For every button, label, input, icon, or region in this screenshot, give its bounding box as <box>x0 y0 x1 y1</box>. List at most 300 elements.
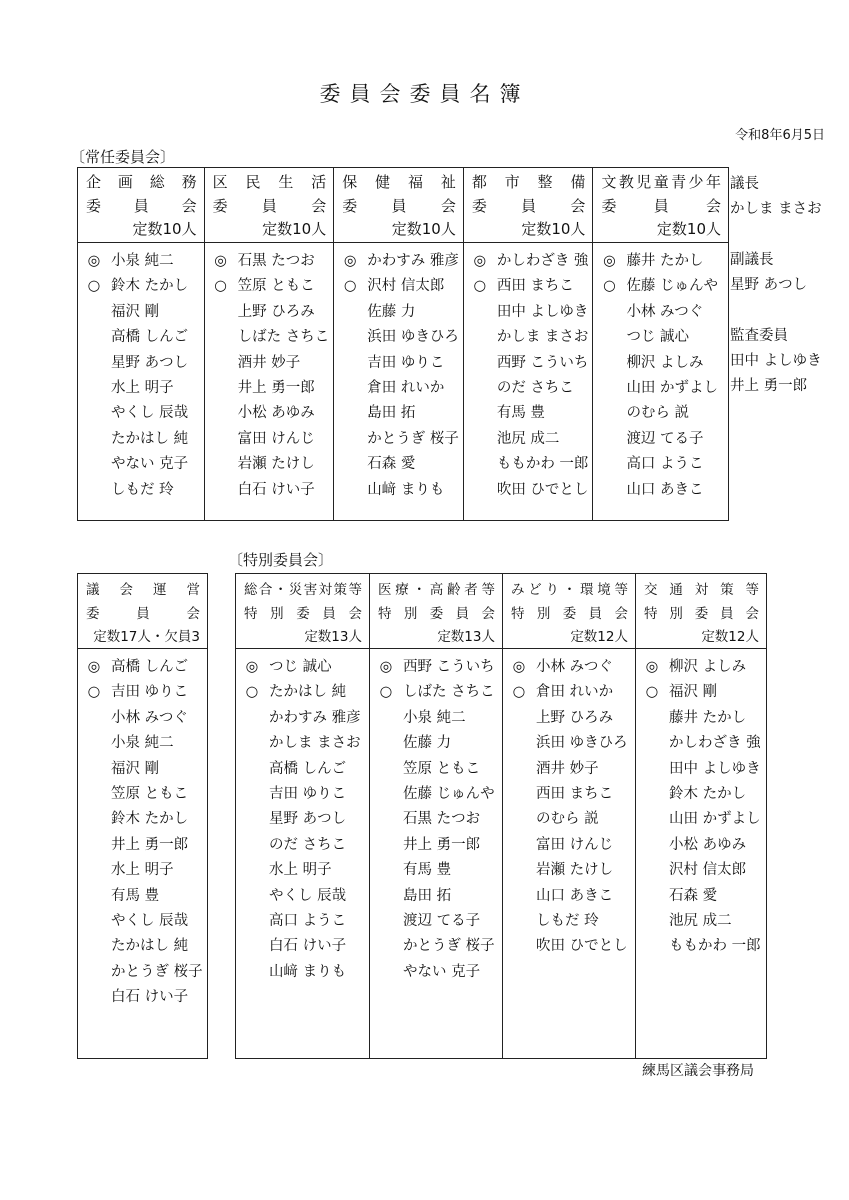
member-row <box>236 884 369 909</box>
committee-type: 委 員 会 <box>342 197 456 215</box>
steering-committee-table <box>77 573 208 1059</box>
member-name: やくし 辰哉 <box>269 887 347 904</box>
member-row <box>205 401 334 426</box>
member-name: 佐藤 力 <box>367 303 416 320</box>
committee-column <box>78 168 205 520</box>
member-name: 笠原 ともこ <box>403 760 481 777</box>
member-name: 佐藤 じゅんや <box>626 278 719 295</box>
committee-name: 企 画 総 務 <box>86 173 197 191</box>
committee-name: 都 市 整 備 <box>471 173 586 191</box>
member-row <box>370 934 502 959</box>
chair-mark: ◎ <box>512 659 526 675</box>
member-row <box>236 655 369 680</box>
member-row <box>334 478 463 503</box>
member-row <box>593 376 728 401</box>
member-row <box>370 731 502 756</box>
member-name: やない 克子 <box>403 963 481 980</box>
member-name: 福沢 剛 <box>669 684 718 701</box>
member-row <box>78 325 204 350</box>
member-row <box>78 680 207 705</box>
member-name: 吉田 ゆりこ <box>269 785 347 802</box>
committee-type: 委 員 会 <box>601 197 722 215</box>
member-name: 西田 まちこ <box>536 785 614 802</box>
member-name: 有馬 豊 <box>496 405 545 422</box>
member-name: 池尻 成二 <box>669 912 732 929</box>
member-name: 吹田 ひでとし <box>536 938 628 955</box>
committee-name: 保 健 福 祉 <box>342 173 456 191</box>
member-name: 倉田 れいか <box>536 684 614 701</box>
member-name: 小泉 純二 <box>111 735 174 752</box>
committee-header <box>236 574 369 649</box>
committee-column <box>236 574 370 1058</box>
member-row <box>464 452 593 477</box>
officer-name: かしま まさお <box>730 201 822 218</box>
page-title: 委員会委員名簿 <box>319 82 530 106</box>
member-row <box>370 782 502 807</box>
member-name: のだ さちこ <box>269 836 347 853</box>
member-name: 岩瀬 たけし <box>237 456 315 473</box>
member-name: 鈴木 たかし <box>111 278 189 295</box>
member-row <box>503 807 635 832</box>
member-name: 井上 勇一郎 <box>237 379 315 396</box>
special-committee-table <box>235 573 767 1059</box>
member-row <box>205 452 334 477</box>
member-name: かとうぎ 桜子 <box>111 963 203 980</box>
member-list <box>334 243 463 503</box>
member-name: 白石 けい子 <box>111 989 189 1006</box>
chair-mark: ◎ <box>87 659 101 675</box>
vice-chair-mark: ○ <box>87 684 101 701</box>
member-row <box>370 807 502 832</box>
member-row <box>370 706 502 731</box>
member-name: 福沢 剛 <box>111 760 160 777</box>
member-row <box>78 401 204 426</box>
member-name: 沢村 信太郎 <box>669 862 747 879</box>
member-name: のむら 説 <box>626 405 690 422</box>
committee-type: 委 員 会 <box>471 197 586 215</box>
member-name: 有馬 豊 <box>111 887 160 904</box>
member-name: たかはし 純 <box>111 430 189 447</box>
member-row <box>370 960 502 985</box>
member-row <box>593 478 728 503</box>
member-row <box>370 858 502 883</box>
chair-mark: ◎ <box>379 659 393 675</box>
member-name: しもだ 玲 <box>111 481 174 498</box>
member-row <box>78 706 207 731</box>
member-name: 笠原 ともこ <box>111 785 189 802</box>
standing-committees-label: 〔常任委員会〕 <box>70 148 176 166</box>
vice-chair-mark: ○ <box>343 278 357 295</box>
member-list <box>593 243 728 503</box>
member-row <box>205 300 334 325</box>
committee-quota: 定数13人 <box>304 629 362 645</box>
member-row <box>636 706 766 731</box>
vice-chair-mark: ○ <box>645 684 659 701</box>
member-name: 小泉 純二 <box>111 253 174 269</box>
member-row <box>370 757 502 782</box>
vice-chair-mark: ○ <box>87 278 101 295</box>
member-row <box>593 300 728 325</box>
vice-chair-mark: ○ <box>379 684 393 701</box>
member-row <box>503 858 635 883</box>
member-name: のむら 説 <box>536 811 599 828</box>
committee-quota: 定数13人 <box>437 629 495 645</box>
member-name: 藤井 たかし <box>669 709 747 726</box>
standing-committee-table <box>77 167 729 521</box>
vice-chair-mark: ○ <box>245 684 259 701</box>
member-row <box>370 655 502 680</box>
member-row <box>503 706 635 731</box>
member-name: 酒井 妙子 <box>536 760 599 777</box>
member-row <box>236 909 369 934</box>
member-row <box>334 300 463 325</box>
member-name: 山﨑 まりも <box>367 481 445 498</box>
committee-header <box>636 574 766 649</box>
member-name: 石黒 たつお <box>237 253 315 269</box>
member-row <box>636 909 766 934</box>
special-committees-label: 〔特別委員会〕 <box>228 551 334 569</box>
member-list <box>503 649 635 960</box>
member-row <box>334 452 463 477</box>
member-name: かしま まさお <box>269 735 361 752</box>
chair-mark: ◎ <box>87 253 101 269</box>
committee-header <box>593 168 728 243</box>
officer-name: 井上 勇一郎 <box>730 378 808 395</box>
member-row <box>78 274 204 299</box>
chair-mark: ◎ <box>473 253 487 269</box>
member-name: たかはし 純 <box>111 938 189 955</box>
member-row <box>78 731 207 756</box>
committee-type: 特 別 委 員 会 <box>644 606 759 622</box>
member-row <box>593 401 728 426</box>
member-list <box>78 649 207 1010</box>
member-name: 西田 まちこ <box>496 278 574 295</box>
committee-type: 委 員 会 <box>212 197 327 215</box>
member-name: 有馬 豊 <box>403 862 452 879</box>
member-name: 吹田 ひでとし <box>496 481 589 498</box>
member-name: しもだ 玲 <box>536 912 599 929</box>
committee-header <box>78 168 204 243</box>
member-name: 藤井 たかし <box>626 253 704 269</box>
member-row <box>503 833 635 858</box>
member-row <box>636 833 766 858</box>
member-name: 高橋 しんご <box>269 760 347 777</box>
member-name: 田中 よしゆき <box>496 303 589 320</box>
committee-type: 特 別 委 員 会 <box>378 606 495 622</box>
member-row <box>593 351 728 376</box>
member-name: 西野 こういち <box>496 354 589 371</box>
member-name: 富田 けんじ <box>237 430 315 447</box>
member-row <box>503 655 635 680</box>
member-row <box>334 325 463 350</box>
member-row <box>464 401 593 426</box>
member-row <box>464 427 593 452</box>
member-row <box>78 427 204 452</box>
member-name: 井上 勇一郎 <box>403 836 481 853</box>
member-row <box>205 274 334 299</box>
member-name: 高口 ようこ <box>626 456 704 473</box>
member-name: 浜田 ゆきひろ <box>367 329 459 346</box>
member-row <box>636 884 766 909</box>
member-name: 高橋 しんご <box>111 329 189 346</box>
member-name: 山﨑 まりも <box>269 963 347 980</box>
member-name: 水上 明子 <box>111 862 174 879</box>
officer-role: 副議長 <box>730 251 774 268</box>
member-name: のだ さちこ <box>496 379 574 396</box>
member-name: 上野 ひろみ <box>536 709 614 726</box>
member-row <box>593 274 728 299</box>
member-row <box>636 858 766 883</box>
member-row <box>78 757 207 782</box>
member-list <box>370 649 502 985</box>
member-row <box>464 376 593 401</box>
member-name: 田中 よしゆき <box>669 760 761 777</box>
member-name: 鈴木 たかし <box>669 785 747 802</box>
member-name: 酒井 妙子 <box>237 354 301 371</box>
chair-mark: ◎ <box>645 659 659 675</box>
member-row <box>636 782 766 807</box>
member-name: 浜田 ゆきひろ <box>536 735 628 752</box>
committee-name: 区 民 生 活 <box>212 173 327 191</box>
committee-header <box>370 574 502 649</box>
member-name: 渡辺 てる子 <box>626 430 704 447</box>
member-row <box>636 934 766 959</box>
member-row <box>236 706 369 731</box>
member-name: 島田 拓 <box>403 887 452 904</box>
member-name: 富田 けんじ <box>536 836 614 853</box>
member-row <box>78 376 204 401</box>
member-name: かしま まさお <box>496 329 589 346</box>
member-name: 白石 けい子 <box>269 938 347 955</box>
member-row <box>334 376 463 401</box>
member-name: 池尻 成二 <box>496 430 560 447</box>
member-row <box>636 731 766 756</box>
member-name: 星野 あつし <box>269 811 347 828</box>
committee-name: 総 合 ・ 災 害 対 策 等 <box>244 582 362 598</box>
member-row <box>205 478 334 503</box>
member-name: かとうぎ 桜子 <box>367 430 459 447</box>
spacer <box>730 298 845 323</box>
member-list <box>205 243 334 503</box>
committee-header <box>503 574 635 649</box>
member-name: 石黒 たつお <box>403 811 481 828</box>
member-row <box>78 985 207 1010</box>
member-row <box>503 757 635 782</box>
member-row <box>593 427 728 452</box>
committee-column <box>503 574 636 1058</box>
member-row <box>503 782 635 807</box>
committee-quota: 定数12人 <box>701 629 759 645</box>
member-row <box>205 376 334 401</box>
member-name: やくし 辰哉 <box>111 912 189 929</box>
chair-mark: ◎ <box>214 253 227 269</box>
committee-column <box>593 168 728 520</box>
member-row <box>503 909 635 934</box>
committee-name: 交 通 対 策 等 <box>644 582 759 598</box>
member-list <box>78 243 204 503</box>
member-row <box>334 401 463 426</box>
committee-quota: 定数10人 <box>132 220 197 238</box>
member-list <box>636 649 766 960</box>
member-name: 小林 みつぐ <box>536 659 613 675</box>
member-row <box>464 274 593 299</box>
committee-quota: 定数10人 <box>656 220 722 238</box>
member-name: 倉田 れいか <box>367 379 445 396</box>
member-row <box>236 680 369 705</box>
member-name: 小松 あゆみ <box>669 836 747 853</box>
member-row <box>503 934 635 959</box>
committee-type: 委 員 会 <box>86 606 200 622</box>
member-name: 西野 こういち <box>403 659 495 675</box>
officer-role: 監査委員 <box>730 327 788 344</box>
committee-type: 委 員 会 <box>86 197 197 215</box>
member-row <box>464 351 593 376</box>
member-name: 井上 勇一郎 <box>111 836 189 853</box>
member-row <box>636 757 766 782</box>
member-row <box>78 478 204 503</box>
member-row <box>236 731 369 756</box>
member-row <box>236 833 369 858</box>
member-row <box>464 249 593 274</box>
member-name: やくし 辰哉 <box>111 405 189 422</box>
office-name: 練馬区議会事務局 <box>642 1063 754 1079</box>
member-row <box>370 884 502 909</box>
member-name: かしわざき 強 <box>669 735 761 752</box>
officer-name: 星野 あつし <box>730 277 808 294</box>
member-name: つじ 誠心 <box>626 329 690 346</box>
committee-quota: 定数17人・欠員3 <box>93 629 200 645</box>
member-row <box>78 655 207 680</box>
committee-column <box>78 574 207 1058</box>
chair-mark: ◎ <box>245 659 259 675</box>
committee-column <box>334 168 464 520</box>
member-name: 上野 ひろみ <box>237 303 315 320</box>
member-name: 石森 愛 <box>669 887 718 904</box>
member-row <box>236 960 369 985</box>
member-row <box>78 782 207 807</box>
member-row <box>78 249 204 274</box>
officers-list <box>730 172 845 400</box>
committee-column <box>636 574 766 1058</box>
officer-name: 田中 よしゆき <box>730 353 822 370</box>
member-name: 星野 あつし <box>111 354 189 371</box>
member-row <box>334 427 463 452</box>
member-row <box>370 909 502 934</box>
member-row <box>78 858 207 883</box>
member-name: やない 克子 <box>111 456 189 473</box>
member-name: たかはし 純 <box>269 684 347 701</box>
member-name: 柳沢 よしみ <box>626 354 704 371</box>
member-name: 高橋 しんご <box>111 659 189 675</box>
member-list <box>464 243 593 503</box>
member-row <box>205 325 334 350</box>
committee-column <box>464 168 594 520</box>
committee-name: 議 会 運 営 <box>86 582 200 598</box>
committee-name: 文 教 児 童 青 少 年 <box>601 173 721 191</box>
member-row <box>78 909 207 934</box>
committee-header <box>334 168 463 243</box>
member-name: 福沢 剛 <box>111 303 160 320</box>
member-row <box>78 960 207 985</box>
member-name: 水上 明子 <box>111 379 174 396</box>
member-row <box>464 300 593 325</box>
member-row <box>78 934 207 959</box>
chair-mark: ◎ <box>603 253 616 269</box>
member-row <box>334 249 463 274</box>
member-name: 白石 けい子 <box>237 481 315 498</box>
member-name: ももかわ 一郎 <box>669 938 761 955</box>
member-name: 水上 明子 <box>269 862 332 879</box>
member-name: 鈴木 たかし <box>111 811 189 828</box>
member-name: 小泉 純二 <box>403 709 466 726</box>
committee-header <box>78 574 207 649</box>
committee-header <box>464 168 593 243</box>
member-name: 吉田 ゆりこ <box>111 684 189 701</box>
member-name: かしわざき 強 <box>496 253 589 269</box>
vice-chair-mark: ○ <box>512 684 526 701</box>
committee-quota: 定数10人 <box>521 220 586 238</box>
member-name: 笠原 ともこ <box>237 278 315 295</box>
member-row <box>636 655 766 680</box>
member-row <box>464 478 593 503</box>
member-row <box>205 351 334 376</box>
member-row <box>78 807 207 832</box>
member-name: 小林 みつぐ <box>111 709 188 726</box>
member-row <box>205 249 334 274</box>
member-row <box>593 452 728 477</box>
member-row <box>636 807 766 832</box>
member-name: 島田 拓 <box>367 405 416 422</box>
member-row <box>78 351 204 376</box>
member-row <box>78 884 207 909</box>
member-name: 山口 あきこ <box>626 481 704 498</box>
committee-column <box>205 168 335 520</box>
member-name: 小松 あゆみ <box>237 405 315 422</box>
committee-quota: 定数10人 <box>262 220 327 238</box>
spacer <box>730 223 845 248</box>
member-list <box>236 649 369 985</box>
member-row <box>236 858 369 883</box>
member-name: 沢村 信太郎 <box>367 278 445 295</box>
member-name: 岩瀬 たけし <box>536 862 614 879</box>
officer-role: 議長 <box>730 176 759 192</box>
vice-chair-mark: ○ <box>214 278 227 295</box>
committee-quota: 定数10人 <box>391 220 456 238</box>
member-name: 佐藤 力 <box>403 735 452 752</box>
member-name: 山田 かずよし <box>669 811 761 828</box>
committee-type: 特 別 委 員 会 <box>244 606 362 622</box>
member-row <box>236 782 369 807</box>
member-name: 吉田 ゆりこ <box>367 354 445 371</box>
member-name: かわすみ 雅彦 <box>269 709 361 726</box>
member-name: しばた さちこ <box>403 684 495 701</box>
member-row <box>78 300 204 325</box>
member-row <box>503 731 635 756</box>
member-row <box>334 274 463 299</box>
member-name: 小林 みつぐ <box>626 303 704 320</box>
committee-name: み ど り ・ 環 境 等 <box>511 582 628 598</box>
member-row <box>236 757 369 782</box>
member-row <box>593 325 728 350</box>
member-row <box>503 680 635 705</box>
committee-column <box>370 574 503 1058</box>
vice-chair-mark: ○ <box>603 278 616 295</box>
chair-mark: ◎ <box>343 253 357 269</box>
member-row <box>636 680 766 705</box>
member-row <box>78 452 204 477</box>
member-name: 山田 かずよし <box>626 379 719 396</box>
committee-quota: 定数12人 <box>570 629 628 645</box>
